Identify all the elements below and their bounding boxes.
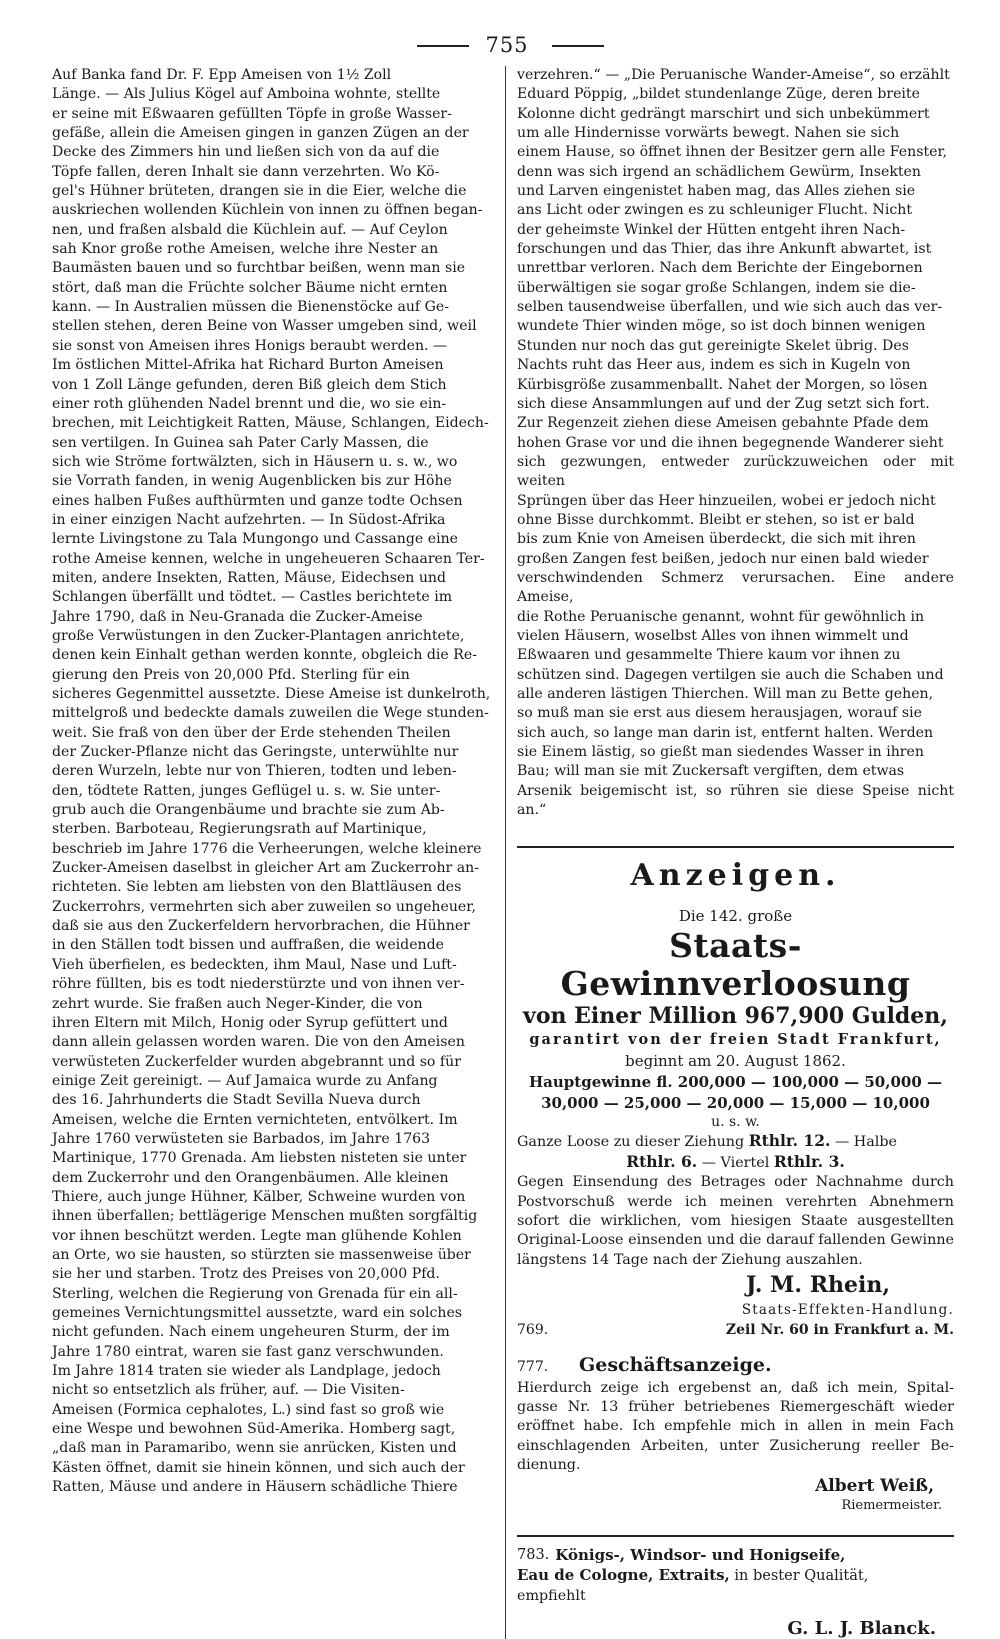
- left-line: brechen, mit Leichtigkeit Ratten, Mäuse, Schlangen, Eidech-: [52, 415, 489, 432]
- right-line: verschwindenden Schmerz verursachen. Eine andere Ameise,: [517, 569, 954, 606]
- left-line: gefäße, allein die Ameisen gingen in ganzen Zügen an der: [52, 125, 469, 142]
- left-line: daß sie aus den Zuckerfeldern hervorbrachen, die Hühner: [52, 918, 470, 935]
- lottery-signer-name: J. M. Rhein,: [746, 1271, 890, 1298]
- left-line: Zucker-Ameisen daselbst in gleicher Art am Zuckerrohr an-: [52, 860, 479, 877]
- soap-quality: in bester Qualität,: [734, 1568, 869, 1585]
- right-line: ans Licht oder zwingen es zu schleuniger Flucht. Nicht: [517, 202, 912, 219]
- lottery-guarantee: garantirt von der freien Stadt Frankfurt,: [529, 1031, 942, 1049]
- left-line: lernte Livingstone zu Tala Mungongo und Cassange eine: [52, 531, 458, 548]
- right-line: unrettbar verloren. Nach dem Berichte der Eingebornen: [517, 260, 923, 277]
- lottery-signer-role: Staats-Effekten-Handlung.: [741, 1301, 954, 1318]
- left-line: grub auch die Orangenbäume und brachte sie zum Ab-: [52, 802, 445, 819]
- ads-heading: Anzeigen.: [630, 858, 841, 894]
- left-line: Ameisen (Formica cephalotes, L.) sind fast so groß wie: [52, 1401, 445, 1418]
- lottery-prizes-3: u. s. w.: [711, 1114, 760, 1131]
- soap-line-3: empfiehlt: [517, 1588, 586, 1605]
- left-line: deren Wurzeln, lebte nur von Thieren, todten und leben-: [52, 763, 457, 780]
- notice-body: Hierdurch zeige ich ergebenst an, daß ich mein, Spital-gasse Nr. 13 früher betriebenes Riemergeschäft wieder eröffnet habe. Ich empfehle mich in allen in mein Fach einschlagenden Arbeiten, unter Zusicherung reeller Be-dienung.: [517, 1379, 954, 1474]
- page-header: [52, 28, 962, 66]
- left-line: sah Knor große rothe Ameisen, welche ihre Nester an: [52, 241, 439, 258]
- header-rule-left: [417, 45, 469, 47]
- left-line: eines halben Fußes aufthürmten und ganze todte Ochsen: [52, 492, 463, 509]
- left-line: in den Ställen todt bissen und auffraßen, die weidende: [52, 937, 444, 954]
- left-line: Im Jahre 1814 traten sie wieder als Landplage, jedoch: [52, 1363, 441, 1380]
- notice-title: Geschäftsanzeige.: [579, 1353, 772, 1376]
- left-line: sicheres Gegenmittel aussetzte. Diese Ameise ist dunkelroth,: [52, 686, 491, 702]
- right-line: Sprüngen über das Heer hinzueilen, wobei er jedoch nicht: [517, 492, 936, 509]
- left-line: von 1 Zoll Länge gefunden, deren Biß gleich dem Stich: [52, 376, 447, 393]
- article-text-left: [52, 66, 496, 1497]
- lottery-date: beginnt am 20. August 1862.: [625, 1052, 846, 1071]
- right-line: Eßwaaren und gesammelte Thiere kaum vor ihnen zu: [517, 647, 901, 664]
- left-column: [52, 66, 505, 1639]
- left-line: Ameisen, welche die Ernten vernichteten, entvölkert. Im: [52, 1111, 458, 1128]
- right-line: sich auch, so lange man darin ist, entfernt halten. Werden: [517, 724, 934, 741]
- left-line: zehrt wurde. Sie fraßen auch Neger-Kinder, die von: [52, 995, 423, 1012]
- ads-separator-rule: [517, 846, 954, 848]
- left-line: an Orte, wo sie hausten, so stürzten sie massenweise über: [52, 1246, 471, 1263]
- two-column-layout: [52, 66, 962, 1639]
- left-line: sen vertilgen. In Guinea sah Pater Carly Massen, die: [52, 434, 429, 451]
- left-line: beschrieb im Jahre 1776 die Verheerungen, welche kleinere: [52, 840, 482, 857]
- left-line: einige Zeit gereinigt. — Auf Jamaica wurde zu Anfang: [52, 1072, 438, 1089]
- left-line: des 16. Jahrhunderts die Stadt Sevilla Nueva durch: [52, 1092, 421, 1109]
- left-line: große Verwüstungen in den Zucker-Plantagen anrichtete,: [52, 627, 465, 644]
- right-line: Nachts ruht das Heer aus, indem es sich in Kugeln von: [517, 357, 911, 374]
- right-line: der geheimste Winkel der Hütten entgeht ihren Nach-: [517, 221, 906, 238]
- right-column: [506, 66, 954, 1639]
- right-line: vielen Häusern, woselbst Alles von ihnen wimmelt und: [517, 627, 909, 644]
- left-line: sie Vorrath fanden, in wenig Augenblicken bis zur Höhe: [52, 473, 452, 490]
- soap-line-2: [517, 1565, 954, 1586]
- left-line: richteten. Sie lebten am liebsten von den Blattläusen des: [52, 879, 462, 896]
- left-line: „daß man in Paramaribo, wenn sie anrücken, Kisten und: [52, 1440, 457, 1457]
- left-line: verwüsteten Zuckerfelder wurden abgebrannt und so für: [52, 1053, 461, 1070]
- left-line: Im östlichen Mittel-Afrika hat Richard Burton Ameisen: [52, 357, 444, 374]
- price-whole: Rthlr. 12.: [748, 1131, 831, 1151]
- right-line: ohne Bisse durchkommt. Bleibt er stehen, so ist er bald: [517, 511, 915, 528]
- lottery-advert: [517, 907, 954, 1339]
- left-line: Schlangen überfällt und tödtet. — Castles berichtete im: [52, 589, 453, 606]
- price-text-1: Ganze Loose zu dieser Ziehung: [517, 1134, 745, 1151]
- left-line: Decke des Zimmers hin und ließen sich von da auf die: [52, 144, 440, 161]
- price-half: Rthlr. 6.: [626, 1152, 698, 1172]
- left-line: Martinique, 1770 Grenada. Am liebsten nisteten sie unter: [52, 1150, 467, 1167]
- left-line: Länge. — Als Julius Kögel auf Amboina wohnte, stellte: [52, 86, 441, 103]
- right-line: die Rothe Peruanische genannt, wohnt für gewöhnlich in: [517, 608, 925, 625]
- left-line: sie sonst von Ameisen ihres Honigs beraubt werden. —: [52, 337, 448, 354]
- price-quarter: Rthlr. 3.: [773, 1152, 845, 1172]
- price-text-3: — Viertel: [701, 1155, 770, 1172]
- left-line: auskriechen wollenden Küchlein von innen zu öffnen began-: [52, 202, 483, 219]
- lottery-prizes-1: Hauptgewinne fl. 200,000 — 100,000 — 50,000 —: [529, 1073, 942, 1092]
- left-line: kann. — In Australien müssen die Bienenstöcke auf Ge-: [52, 299, 449, 316]
- right-line: schützen sind. Dagegen vertilgen sie auch die Schaben und: [517, 666, 944, 683]
- right-line: hohen Grase vor und die ihnen begegnende Wanderer sieht: [517, 434, 944, 451]
- header-rule-right: [552, 45, 604, 47]
- soap-advert: [517, 1545, 954, 1639]
- lottery-address-row: [517, 1320, 954, 1340]
- right-line: alle anderen lästigen Thierchen. Will man zu Bette gehen,: [517, 686, 934, 702]
- left-line: stört, daß man die Früchte solcher Bäume nicht ernten: [52, 279, 448, 296]
- left-line: gierung den Preis von 20,000 Pfd. Sterling für ein: [52, 666, 410, 683]
- right-line: Bau; will man sie mit Zuckersaft vergiften, dem etwas: [517, 763, 905, 780]
- notice-head: [517, 1354, 954, 1376]
- left-line: eine Wespe und bewohnen Süd-Amerika. Homberg sagt,: [52, 1421, 456, 1438]
- left-line: ihren Eltern mit Milch, Honig oder Syrup gefüttert und: [52, 1014, 448, 1031]
- soap-separator-rule: [517, 1535, 954, 1537]
- left-line: der Zucker-Pflanze nicht das Geringste, unterwühlte nur: [52, 744, 459, 761]
- right-line: Eduard Pöppig, „bildet stundenlange Züge, deren breite: [517, 86, 920, 103]
- right-line: wundete Thier winden möge, so ist doch binnen wenigen: [517, 318, 926, 335]
- right-line: bis zum Knie von Ameisen überdeckt, die sich mit ihren: [517, 531, 916, 548]
- right-line: sich diese Ansammlungen auf und der Zug setzt sich fort.: [517, 395, 930, 412]
- left-line: denen kein Einhalt gethan werden konnte, obgleich die Re-: [52, 647, 477, 664]
- left-line: Baumästen bauen und so furchtbar beißen, wenn man sie: [52, 260, 466, 277]
- left-line: gemeines Vernichtungsmittel aussetzte, ward ein solches: [52, 1305, 463, 1321]
- left-line: dann allein gelassen worden waren. Die von den Ameisen: [52, 1034, 465, 1051]
- lottery-subtitle: von Einer Million 967,900 Gulden,: [523, 1003, 948, 1030]
- lottery-address: Zeil Nr. 60 in Frankfurt a. M.: [725, 1321, 954, 1338]
- left-line: nen, und fraßen alsbald die Küchlein auf. — Auf Ceylon: [52, 221, 448, 238]
- right-line: sie Einem lästig, so gießt man siedendes Wasser in ihren: [517, 744, 924, 761]
- left-line: sterben. Barboteau, Regierungsrath auf Martinique,: [52, 821, 427, 838]
- right-line: sich gezwungen, entweder zurückzuweichen oder mit weiten: [517, 453, 954, 490]
- left-line: sich wie Ströme fortwälzten, sich in Häusern u. s. w., wo: [52, 453, 458, 470]
- lottery-title: Staats-Gewinnverloosung: [560, 926, 911, 1004]
- left-line: Töpfe fallen, deren Inhalt sie dann verzehrten. Wo Kö-: [52, 163, 440, 180]
- left-line: stellen stehen, deren Beine von Wasser umgeben sind, weil: [52, 318, 477, 335]
- left-line: Thiere, auch junge Hühner, Kälber, Schweine wurden von: [52, 1188, 466, 1205]
- lottery-body: Gegen Einsendung des Betrages oder Nachnahme durch Postvorschuß werde ich meinen verehrten Abnehmern sofort die wirklichen, vom hiesigen Staate ausgestellten Original-Loose einsenden und die darauf fallenden Gewinne längstens 14 Tage nach der Ziehung auszahlen.: [517, 1174, 954, 1268]
- lottery-price-line-1: [517, 1131, 954, 1152]
- left-line: nicht so entsetzlich als früher, auf. — Die Visiten-: [52, 1382, 405, 1399]
- soap-products-2: Eau de Cologne, Extraits,: [517, 1566, 730, 1585]
- soap-line-1: [517, 1545, 954, 1565]
- right-line: und Larven eingenistet haben mag, das Alles ziehen sie: [517, 183, 916, 200]
- lottery-ad-number: 769.: [517, 1321, 549, 1338]
- left-line: mittelgroß und bedeckte damals zuweilen die Wege stunden-: [52, 705, 489, 722]
- left-line: gel's Hühner brüteten, drangen sie in die Eier, welche die: [52, 183, 467, 200]
- left-line: den, tödtete Ratten, junges Geflügel u. s. w. Sie unter-: [52, 782, 441, 799]
- right-line: Kürbisgröße zusammenballt. Nahet der Morgen, so lösen: [517, 376, 928, 393]
- soap-products: Königs-, Windsor- und Honigseife,: [555, 1546, 846, 1565]
- left-line: er seine mit Eßwaaren gefüllten Töpfe in große Wasser-: [52, 105, 452, 122]
- left-line: Kästen öffnet, damit sie hinein können, und sich auch der: [52, 1459, 465, 1476]
- right-line: so muß man sie erst aus diesem herausjagen, worauf sie: [517, 705, 922, 722]
- right-line: verzehren.“ — „Die Peruanische Wander-Ameise“, so erzählt: [517, 67, 950, 83]
- left-line: einer roth glühenden Nadel brennt und die, wo sie ein-: [52, 395, 447, 412]
- left-line: ihnen überfallen; bettlägerige Menschen mußten sorgfältig: [52, 1208, 478, 1225]
- left-line: in einer einzigen Nacht aufzehrten. — In Südost-Afrika: [52, 511, 446, 528]
- page-number: 755: [485, 33, 529, 57]
- left-line: Jahre 1790, daß in Neu-Granada die Zucker-Ameise: [52, 608, 423, 625]
- right-line: Zur Regenzeit ziehen diese Ameisen gebahnte Pfade dem: [517, 415, 929, 432]
- article-text-right: [517, 66, 954, 820]
- left-line: dem Zuckerrohr und den Orangenbäumen. Alle kleinen: [52, 1169, 449, 1186]
- left-line: Jahre 1780 eintrat, waren sie fast ganz verschwunden.: [52, 1343, 444, 1360]
- lottery-price-line-2: [517, 1152, 954, 1173]
- left-line: vor ihnen beschützt werden. Legte man glühende Kohlen: [52, 1227, 462, 1244]
- left-line: weit. Sie fraß von den über der Erde stehenden Theilen: [52, 724, 451, 741]
- right-line: Stunden nur noch das gut gereinigte Skelet übrig. Des: [517, 337, 909, 354]
- right-line: großen Zangen fest beißen, jedoch nur einen bald wieder: [517, 550, 929, 567]
- left-line: rothe Ameise kennen, welche in ungeheueren Schaaren Ter-: [52, 550, 485, 567]
- right-line: überwältigen sie sogar große Schlangen, indem sie die-: [517, 279, 916, 296]
- right-line: denn was sich irgend an schädlichem Gewürm, Insekten: [517, 163, 921, 180]
- right-line: um alle Hindernisse vorwärts bewegt. Nahen sie sich: [517, 125, 900, 142]
- left-line: sie her und starben. Trotz des Preises von 20,000 Pfd.: [52, 1266, 440, 1283]
- business-notice: [517, 1354, 954, 1515]
- left-line: Auf Banka fand Dr. F. Epp Ameisen von 1½ Zoll: [52, 67, 392, 83]
- right-line: forschungen und das Thier, das ihre Ankunft abwartet, ist: [517, 241, 932, 258]
- lottery-prizes-2: 30,000 — 25,000 — 20,000 — 15,000 — 10,000: [541, 1094, 930, 1113]
- soap-number: 783.: [517, 1547, 550, 1564]
- left-line: miten, andere Insekten, Ratten, Mäuse, Eidechsen und: [52, 569, 447, 586]
- left-line: Zuckerrohrs, vermehrten sich aber zuweilen so ungeheuer,: [52, 898, 476, 915]
- right-line: einem Hause, so öffnet ihnen der Besitzer gern alle Fenster,: [517, 144, 948, 161]
- left-line: nicht gefunden. Nach einem ungeheuren Sturm, der im: [52, 1324, 450, 1341]
- notice-signer-role: Riemermeister.: [841, 1498, 942, 1514]
- left-line: röhre füllten, bis es todt niederstürzte und von ihnen ver-: [52, 976, 465, 993]
- lottery-signer-row: [517, 1270, 954, 1300]
- right-line: selben tausendweise überfallen, und wie sich auch das ver-: [517, 299, 943, 316]
- soap-signer: G. L. J. Blanck.: [787, 1618, 936, 1639]
- left-line: Sterling, welchen die Regierung von Grenada für ein all-: [52, 1285, 458, 1302]
- price-text-2: — Halbe: [834, 1134, 897, 1151]
- notice-number: 777.: [517, 1358, 549, 1375]
- left-line: Vieh überfielen, es bedeckten, ihm Maul, Nase und Luft-: [52, 956, 457, 973]
- left-line: Jahre 1760 verwüsteten sie Barbados, im Jahre 1763: [52, 1130, 431, 1147]
- right-line: Arsenik beigemischt ist, so rühren sie diese Speise nicht an.“: [517, 782, 954, 819]
- left-line: Ratten, Mäuse und andere in Häusern schädliche Thiere: [52, 1479, 458, 1496]
- notice-signer: Albert Weiß,: [815, 1476, 934, 1497]
- right-line: Kolonne dicht gedrängt marschirt und sich unbekümmert: [517, 105, 930, 122]
- lottery-number-line: Die 142. große: [678, 907, 793, 926]
